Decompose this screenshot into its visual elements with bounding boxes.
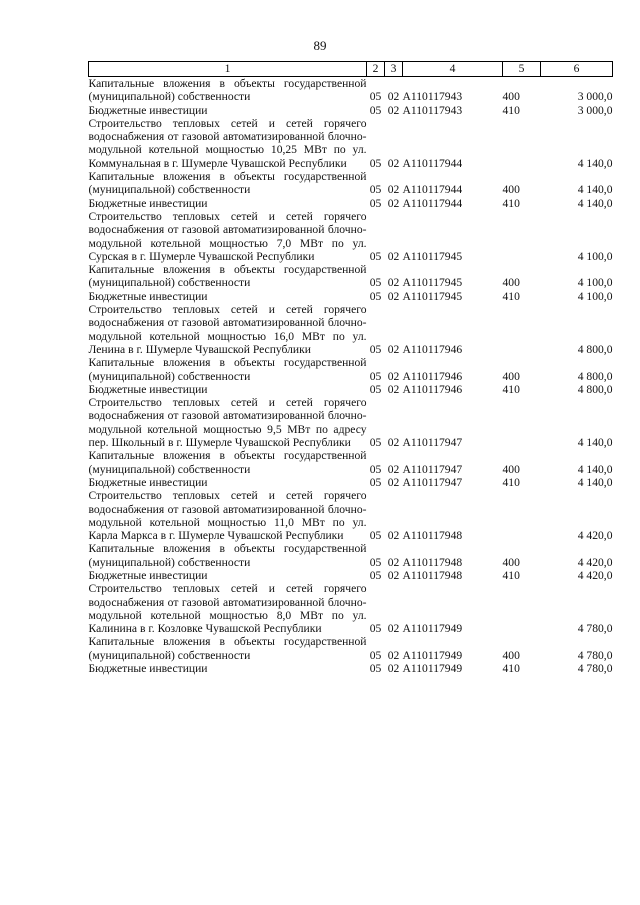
expense-type-code [503, 303, 541, 356]
amount: 4 100,0 [577, 289, 613, 303]
row-description: Капитальные вложения в объекты государственной (муниципальной) собственности [88, 263, 367, 290]
expense-type-code: 410 [502, 568, 520, 582]
expense-type-code [503, 582, 541, 635]
table-header-row [89, 62, 613, 77]
expense-type-code: 410 [502, 289, 520, 303]
amount: 4 140,0 [577, 462, 613, 476]
column-header-2: 2 [367, 62, 385, 77]
subsection-code: 02 [387, 436, 400, 450]
expense-type-code: 410 [502, 382, 520, 396]
expense-type-code: 400 [502, 90, 520, 104]
section-code: 05 [369, 622, 382, 636]
row-description: Бюджетные инвестиции [88, 289, 208, 303]
subsection-code: 02 [387, 156, 400, 170]
amount: 3 000,0 [577, 90, 613, 104]
column-header-6: 6 [541, 62, 613, 77]
amount: 4 140,0 [577, 196, 613, 210]
target-article-code: А110117945 [402, 289, 463, 303]
target-article-code: А110117946 [402, 382, 463, 396]
section-code: 05 [369, 568, 382, 582]
table-row [89, 197, 613, 210]
table-row [89, 210, 613, 263]
subsection-code: 02 [387, 342, 400, 356]
section-code: 05 [369, 648, 382, 662]
amount: 4 420,0 [577, 529, 613, 543]
row-description: Строительство тепловых сетей и сетей горячего водоснабжения от газовой автоматизированной блочно-модульной котельной мощностью 11,0 МВт по ул. Карла Маркса в г. Шумерле Чувашской Республики [88, 489, 367, 543]
row-description: Капитальные вложения в объекты государственной (муниципальной) собственности [88, 542, 367, 569]
table-row [89, 582, 613, 635]
budget-table [88, 61, 613, 675]
table-row [89, 569, 613, 582]
amount: 4 800,0 [577, 369, 613, 383]
table-row [89, 383, 613, 396]
subsection-code: 02 [387, 475, 400, 489]
section-code: 05 [369, 369, 382, 383]
section-code: 05 [369, 156, 382, 170]
row-description: Строительство тепловых сетей и сетей горячего водоснабжения от газовой автоматизированной блочно-модульной котельной мощностью 8,0 МВт по ул. Калинина в г. Козловке Чувашской Республики [88, 582, 367, 636]
expense-type-code: 400 [502, 462, 520, 476]
section-code: 05 [369, 555, 382, 569]
section-code: 05 [369, 342, 382, 356]
row-description: Бюджетные инвестиции [88, 103, 208, 117]
subsection-code: 02 [387, 276, 400, 290]
table-row [89, 476, 613, 489]
row-description: Бюджетные инвестиции [88, 568, 208, 582]
section-code: 05 [369, 289, 382, 303]
section-code: 05 [369, 196, 382, 210]
target-article-code: А110117949 [402, 622, 463, 636]
column-header-5: 5 [503, 62, 541, 77]
expense-type-code [503, 117, 541, 170]
row-description: Бюджетные инвестиции [88, 475, 208, 489]
target-article-code: А110117944 [402, 156, 463, 170]
section-code: 05 [369, 103, 382, 117]
amount: 4 140,0 [577, 183, 613, 197]
amount: 4 780,0 [577, 662, 613, 676]
subsection-code: 02 [387, 662, 400, 676]
page-number: 89 [313, 38, 327, 53]
row-description: Строительство тепловых сетей и сетей горячего водоснабжения от газовой автоматизированной блочно-модульной котельной мощностью 7,0 МВт по ул. Сурская в г. Шумерле Чувашской Республики [88, 209, 367, 263]
amount: 4 100,0 [577, 276, 613, 290]
row-description: Капитальные вложения в объекты государственной (муниципальной) собственности [88, 77, 367, 104]
amount: 4 800,0 [577, 382, 613, 396]
amount: 4 140,0 [577, 436, 613, 450]
subsection-code: 02 [387, 183, 400, 197]
subsection-code: 02 [387, 462, 400, 476]
section-code: 05 [369, 183, 382, 197]
amount: 4 800,0 [577, 342, 613, 356]
row-description: Бюджетные инвестиции [88, 382, 208, 396]
target-article-code: А110117947 [402, 462, 463, 476]
expense-type-code: 410 [502, 475, 520, 489]
table-row [89, 170, 613, 197]
target-article-code: А110117948 [402, 555, 463, 569]
row-description: Капитальные вложения в объекты государственной (муниципальной) собственности [88, 635, 367, 662]
subsection-code: 02 [387, 529, 400, 543]
amount: 4 420,0 [577, 555, 613, 569]
expense-type-code: 400 [502, 369, 520, 383]
expense-type-code [503, 396, 541, 449]
row-description: Капитальные вложения в объекты государственной (муниципальной) собственности [88, 356, 367, 383]
section-code: 05 [369, 249, 382, 263]
section-code: 05 [369, 462, 382, 476]
subsection-code: 02 [387, 103, 400, 117]
amount: 4 780,0 [577, 648, 613, 662]
table-row [89, 263, 613, 290]
amount: 4 100,0 [577, 249, 613, 263]
section-code: 05 [369, 90, 382, 104]
column-header-4: 4 [403, 62, 503, 77]
target-article-code: А110117945 [402, 249, 463, 263]
table-row [89, 104, 613, 117]
row-description: Капитальные вложения в объекты государственной (муниципальной) собственности [88, 449, 367, 476]
subsection-code: 02 [387, 90, 400, 104]
expense-type-code: 410 [502, 103, 520, 117]
row-description: Капитальные вложения в объекты государственной (муниципальной) собственности [88, 170, 367, 197]
subsection-code: 02 [387, 382, 400, 396]
target-article-code: А110117948 [402, 529, 463, 543]
expense-type-code: 400 [502, 648, 520, 662]
table-row [89, 489, 613, 542]
expense-type-code: 400 [502, 555, 520, 569]
table-row [89, 356, 613, 383]
target-article-code: А110117947 [402, 475, 463, 489]
section-code: 05 [369, 529, 382, 543]
subsection-code: 02 [387, 555, 400, 569]
expense-type-code [503, 210, 541, 263]
subsection-code: 02 [387, 289, 400, 303]
target-article-code: А110117943 [402, 90, 463, 104]
target-article-code: А110117944 [402, 183, 463, 197]
expense-type-code: 400 [502, 183, 520, 197]
table-row [89, 303, 613, 356]
section-code: 05 [369, 436, 382, 450]
subsection-code: 02 [387, 622, 400, 636]
table-row [89, 77, 613, 104]
target-article-code: А110117946 [402, 369, 463, 383]
section-code: 05 [369, 382, 382, 396]
table-row [89, 290, 613, 303]
table-row [89, 117, 613, 170]
column-header-3: 3 [385, 62, 403, 77]
target-article-code: А110117945 [402, 276, 463, 290]
row-description: Строительство тепловых сетей и сетей горячего водоснабжения от газовой автоматизированной блочно-модульной котельной мощностью 9,5 МВт по адресу пер. Школьный в г. Шумерле Чувашской Республики [88, 396, 367, 450]
target-article-code: А110117948 [402, 568, 463, 582]
section-code: 05 [369, 475, 382, 489]
subsection-code: 02 [387, 369, 400, 383]
table-row [89, 396, 613, 449]
target-article-code: А110117946 [402, 342, 463, 356]
row-description: Строительство тепловых сетей и сетей горячего водоснабжения от газовой автоматизированной блочно-модульной котельной мощностью 10,25 МВт по ул. Коммунальная в г. Шумерле Чувашской Республики [88, 116, 367, 170]
amount: 4 780,0 [577, 622, 613, 636]
subsection-code: 02 [387, 568, 400, 582]
table-row [89, 542, 613, 569]
expense-type-code: 400 [502, 276, 520, 290]
target-article-code: А110117944 [402, 196, 463, 210]
column-header-1: 1 [89, 62, 367, 77]
amount: 3 000,0 [577, 103, 613, 117]
table-row [89, 449, 613, 476]
row-description: Бюджетные инвестиции [88, 196, 208, 210]
expense-type-code: 410 [502, 196, 520, 210]
target-article-code: А110117943 [402, 103, 463, 117]
target-article-code: А110117949 [402, 648, 463, 662]
amount: 4 140,0 [577, 475, 613, 489]
subsection-code: 02 [387, 648, 400, 662]
section-code: 05 [369, 662, 382, 676]
target-article-code: А110117949 [402, 662, 463, 676]
expense-type-code: 410 [502, 662, 520, 676]
table-row [89, 662, 613, 675]
subsection-code: 02 [387, 249, 400, 263]
amount: 4 420,0 [577, 568, 613, 582]
table-body [89, 77, 613, 676]
row-description: Строительство тепловых сетей и сетей горячего водоснабжения от газовой автоматизированной блочно-модульной котельной мощностью 16,0 МВт по ул. Ленина в г. Шумерле Чувашской Республики [88, 303, 367, 356]
subsection-code: 02 [387, 196, 400, 210]
section-code: 05 [369, 276, 382, 290]
target-article-code: А110117947 [402, 436, 463, 450]
row-description: Бюджетные инвестиции [88, 662, 208, 676]
table-row [89, 635, 613, 662]
amount: 4 140,0 [577, 156, 613, 170]
expense-type-code [503, 489, 541, 542]
